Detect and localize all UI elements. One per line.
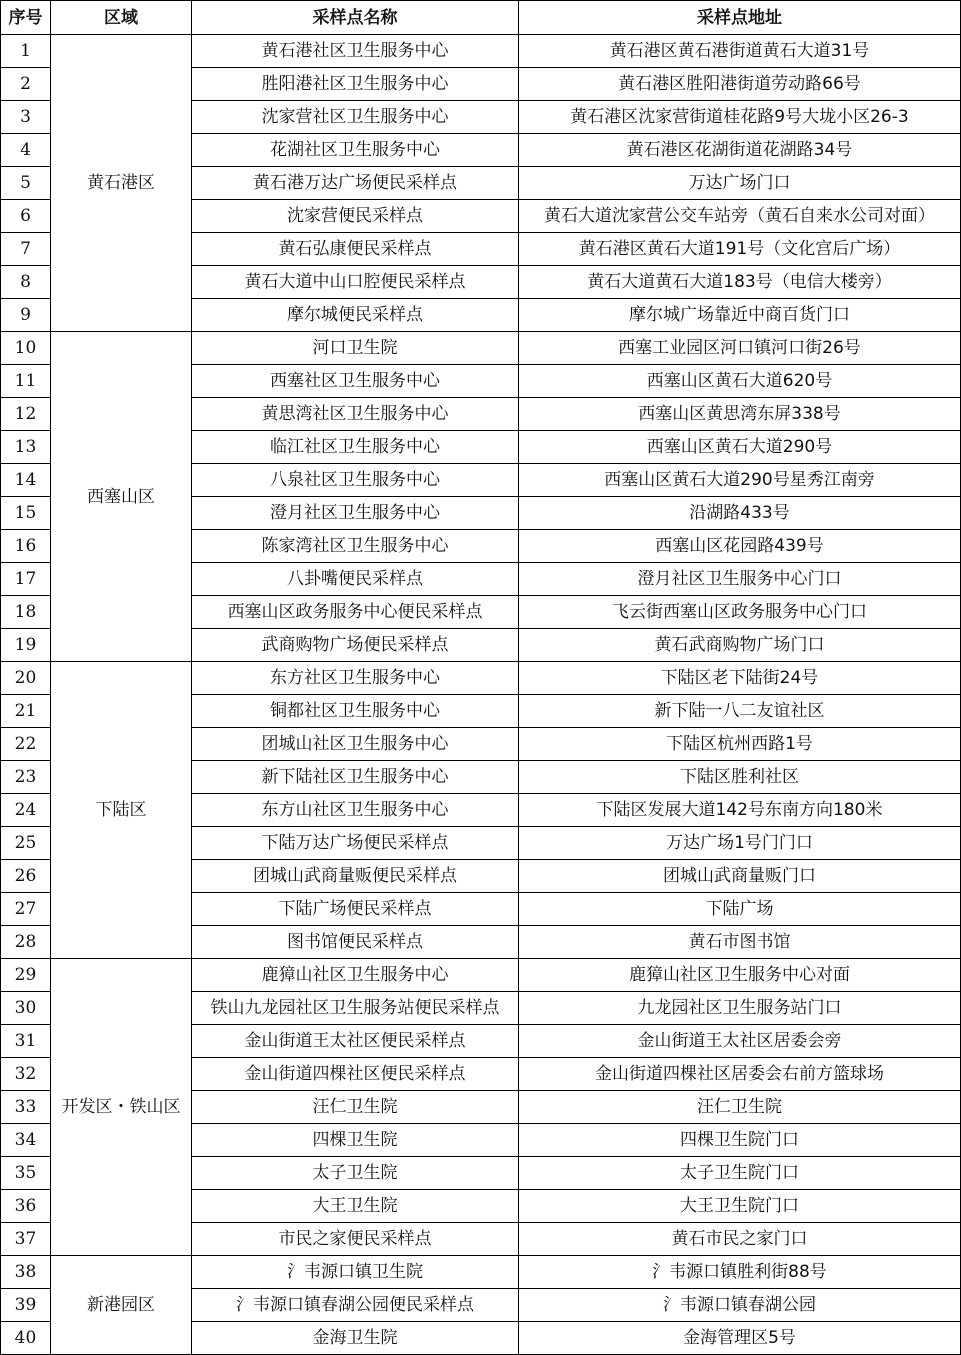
- region-cell: 西塞山区: [51, 332, 192, 662]
- site-name-cell: 东方社区卫生服务中心: [192, 662, 519, 695]
- site-address-cell: 下陆广场: [519, 893, 961, 926]
- serial-number-cell: 16: [1, 530, 51, 563]
- site-name-cell: 团城山社区卫生服务中心: [192, 728, 519, 761]
- serial-number-cell: 27: [1, 893, 51, 926]
- site-name-cell: 氵韦源口镇春湖公园便民采样点: [192, 1289, 519, 1322]
- site-name-cell: 氵韦源口镇卫生院: [192, 1256, 519, 1289]
- site-name-cell: 八泉社区卫生服务中心: [192, 464, 519, 497]
- serial-number-cell: 9: [1, 299, 51, 332]
- site-name-cell: 沈家营便民采样点: [192, 200, 519, 233]
- header-serial-number: 序号: [1, 1, 51, 35]
- table-body: [1, 35, 961, 1355]
- serial-number-cell: 22: [1, 728, 51, 761]
- serial-number-cell: 2: [1, 68, 51, 101]
- serial-number-cell: 13: [1, 431, 51, 464]
- site-address-cell: 摩尔城广场靠近中商百货门口: [519, 299, 961, 332]
- site-name-cell: 花湖社区卫生服务中心: [192, 134, 519, 167]
- site-address-cell: 氵韦源口镇胜利街88号: [519, 1256, 961, 1289]
- serial-number-cell: 31: [1, 1025, 51, 1058]
- site-name-cell: 下陆万达广场便民采样点: [192, 827, 519, 860]
- site-address-cell: 下陆区老下陆街24号: [519, 662, 961, 695]
- serial-number-cell: 8: [1, 266, 51, 299]
- region-cell: 开发区・铁山区: [51, 959, 192, 1256]
- site-address-cell: 黄石港区黄石港街道黄石大道31号: [519, 35, 961, 68]
- serial-number-cell: 15: [1, 497, 51, 530]
- serial-number-cell: 39: [1, 1289, 51, 1322]
- serial-number-cell: 20: [1, 662, 51, 695]
- site-name-cell: 东方山社区卫生服务中心: [192, 794, 519, 827]
- table-row: [1, 332, 961, 365]
- site-address-cell: 团城山武商量贩门口: [519, 860, 961, 893]
- site-address-cell: 新下陆一八二友谊社区: [519, 695, 961, 728]
- site-address-cell: 澄月社区卫生服务中心门口: [519, 563, 961, 596]
- site-name-cell: 图书馆便民采样点: [192, 926, 519, 959]
- serial-number-cell: 33: [1, 1091, 51, 1124]
- serial-number-cell: 30: [1, 992, 51, 1025]
- site-name-cell: 鹿獐山社区卫生服务中心: [192, 959, 519, 992]
- site-address-cell: 下陆区发展大道142号东南方向180米: [519, 794, 961, 827]
- site-address-cell: 黄石港区胜阳港街道劳动路66号: [519, 68, 961, 101]
- region-cell: 下陆区: [51, 662, 192, 959]
- site-address-cell: 西塞山区黄石大道620号: [519, 365, 961, 398]
- site-address-cell: 黄石大道黄石大道183号（电信大楼旁）: [519, 266, 961, 299]
- site-name-cell: 西塞山区政务服务中心便民采样点: [192, 596, 519, 629]
- site-address-cell: 万达广场门口: [519, 167, 961, 200]
- serial-number-cell: 18: [1, 596, 51, 629]
- site-name-cell: 金山街道王太社区便民采样点: [192, 1025, 519, 1058]
- serial-number-cell: 5: [1, 167, 51, 200]
- site-address-cell: 金海管理区5号: [519, 1322, 961, 1355]
- serial-number-cell: 40: [1, 1322, 51, 1355]
- site-name-cell: 大王卫生院: [192, 1190, 519, 1223]
- site-address-cell: 西塞山区黄思湾东屏338号: [519, 398, 961, 431]
- site-address-cell: 九龙园社区卫生服务站门口: [519, 992, 961, 1025]
- serial-number-cell: 3: [1, 101, 51, 134]
- serial-number-cell: 11: [1, 365, 51, 398]
- site-name-cell: 金山街道四棵社区便民采样点: [192, 1058, 519, 1091]
- site-name-cell: 新下陆社区卫生服务中心: [192, 761, 519, 794]
- site-address-cell: 金山街道王太社区居委会旁: [519, 1025, 961, 1058]
- serial-number-cell: 24: [1, 794, 51, 827]
- serial-number-cell: 32: [1, 1058, 51, 1091]
- site-address-cell: 太子卫生院门口: [519, 1157, 961, 1190]
- serial-number-cell: 6: [1, 200, 51, 233]
- serial-number-cell: 34: [1, 1124, 51, 1157]
- site-address-cell: 鹿獐山社区卫生服务中心对面: [519, 959, 961, 992]
- site-name-cell: 陈家湾社区卫生服务中心: [192, 530, 519, 563]
- header-row: [1, 1, 961, 35]
- serial-number-cell: 17: [1, 563, 51, 596]
- site-address-cell: 下陆区杭州西路1号: [519, 728, 961, 761]
- site-name-cell: 黄石大道中山口腔便民采样点: [192, 266, 519, 299]
- table-row: [1, 959, 961, 992]
- site-name-cell: 黄石港万达广场便民采样点: [192, 167, 519, 200]
- site-name-cell: 河口卫生院: [192, 332, 519, 365]
- serial-number-cell: 19: [1, 629, 51, 662]
- site-address-cell: 黄石港区沈家营街道桂花路9号大垅小区26-3: [519, 101, 961, 134]
- site-name-cell: 金海卫生院: [192, 1322, 519, 1355]
- site-name-cell: 黄石港社区卫生服务中心: [192, 35, 519, 68]
- table-row: [1, 35, 961, 68]
- table-row: [1, 662, 961, 695]
- site-name-cell: 汪仁卫生院: [192, 1091, 519, 1124]
- serial-number-cell: 23: [1, 761, 51, 794]
- serial-number-cell: 14: [1, 464, 51, 497]
- serial-number-cell: 12: [1, 398, 51, 431]
- site-address-cell: 西塞山区花园路439号: [519, 530, 961, 563]
- serial-number-cell: 35: [1, 1157, 51, 1190]
- site-address-cell: 万达广场1号门门口: [519, 827, 961, 860]
- serial-number-cell: 10: [1, 332, 51, 365]
- region-cell: 黄石港区: [51, 35, 192, 332]
- site-address-cell: 西塞山区黄石大道290号: [519, 431, 961, 464]
- site-name-cell: 摩尔城便民采样点: [192, 299, 519, 332]
- site-address-cell: 西塞工业园区河口镇河口街26号: [519, 332, 961, 365]
- site-name-cell: 澄月社区卫生服务中心: [192, 497, 519, 530]
- site-name-cell: 下陆广场便民采样点: [192, 893, 519, 926]
- site-name-cell: 胜阳港社区卫生服务中心: [192, 68, 519, 101]
- serial-number-cell: 4: [1, 134, 51, 167]
- site-name-cell: 铁山九龙园社区卫生服务站便民采样点: [192, 992, 519, 1025]
- site-address-cell: 四棵卫生院门口: [519, 1124, 961, 1157]
- site-name-cell: 西塞社区卫生服务中心: [192, 365, 519, 398]
- header-region: 区域: [51, 1, 192, 35]
- serial-number-cell: 25: [1, 827, 51, 860]
- site-name-cell: 团城山武商量贩便民采样点: [192, 860, 519, 893]
- site-address-cell: 沿湖路433号: [519, 497, 961, 530]
- serial-number-cell: 21: [1, 695, 51, 728]
- site-name-cell: 临江社区卫生服务中心: [192, 431, 519, 464]
- site-name-cell: 黄思湾社区卫生服务中心: [192, 398, 519, 431]
- site-address-cell: 黄石港区黄石大道191号（文化宫后广场）: [519, 233, 961, 266]
- site-address-cell: 汪仁卫生院: [519, 1091, 961, 1124]
- site-address-cell: 金山街道四棵社区居委会右前方篮球场: [519, 1058, 961, 1091]
- region-cell: 新港园区: [51, 1256, 192, 1355]
- site-name-cell: 沈家营社区卫生服务中心: [192, 101, 519, 134]
- table-header: [1, 1, 961, 35]
- site-name-cell: 太子卫生院: [192, 1157, 519, 1190]
- site-address-cell: 黄石大道沈家营公交车站旁（黄石自来水公司对面）: [519, 200, 961, 233]
- serial-number-cell: 28: [1, 926, 51, 959]
- serial-number-cell: 26: [1, 860, 51, 893]
- site-address-cell: 飞云街西塞山区政务服务中心门口: [519, 596, 961, 629]
- site-name-cell: 武商购物广场便民采样点: [192, 629, 519, 662]
- site-address-cell: 黄石武商购物广场门口: [519, 629, 961, 662]
- site-name-cell: 黄石弘康便民采样点: [192, 233, 519, 266]
- serial-number-cell: 29: [1, 959, 51, 992]
- serial-number-cell: 37: [1, 1223, 51, 1256]
- site-name-cell: 市民之家便民采样点: [192, 1223, 519, 1256]
- site-name-cell: 四棵卫生院: [192, 1124, 519, 1157]
- serial-number-cell: 7: [1, 233, 51, 266]
- header-site-name: 采样点名称: [192, 1, 519, 35]
- site-address-cell: 黄石市民之家门口: [519, 1223, 961, 1256]
- table-row: [1, 1256, 961, 1289]
- site-address-cell: 黄石港区花湖街道花湖路34号: [519, 134, 961, 167]
- site-address-cell: 大王卫生院门口: [519, 1190, 961, 1223]
- site-address-cell: 西塞山区黄石大道290号星秀江南旁: [519, 464, 961, 497]
- site-address-cell: 下陆区胜利社区: [519, 761, 961, 794]
- header-site-address: 采样点地址: [519, 1, 961, 35]
- serial-number-cell: 36: [1, 1190, 51, 1223]
- site-name-cell: 八卦嘴便民采样点: [192, 563, 519, 596]
- site-address-cell: 氵韦源口镇春湖公园: [519, 1289, 961, 1322]
- serial-number-cell: 1: [1, 35, 51, 68]
- site-name-cell: 铜都社区卫生服务中心: [192, 695, 519, 728]
- serial-number-cell: 38: [1, 1256, 51, 1289]
- site-address-cell: 黄石市图书馆: [519, 926, 961, 959]
